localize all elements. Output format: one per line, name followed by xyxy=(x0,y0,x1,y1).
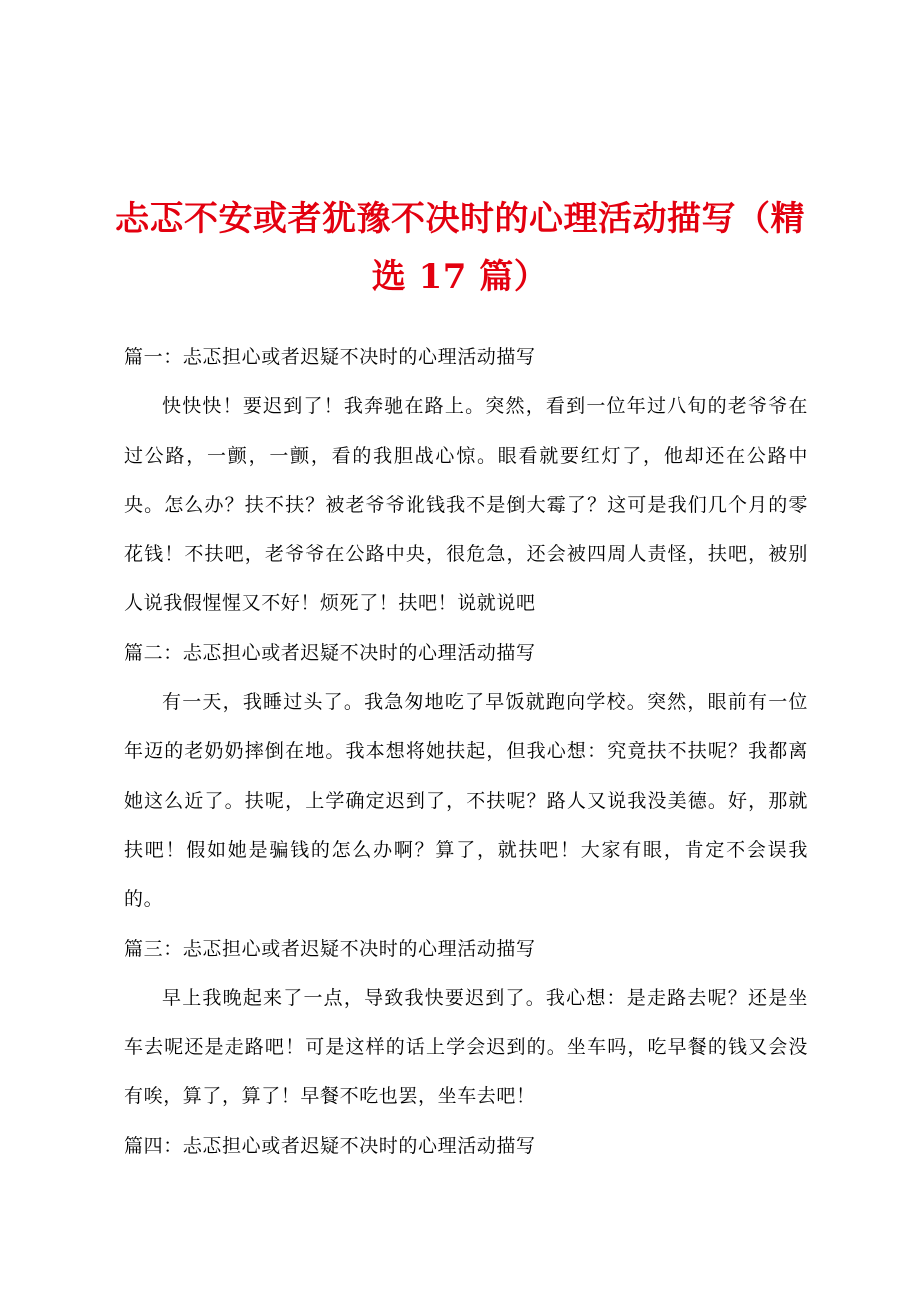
section-paragraph-1: 快快快！要迟到了！我奔驰在路上。突然，看到一位年过八旬的老爷爷在过公路，一颤，一颤，看的我胆战心惊。眼看就要红灯了，他却还在公路中央。怎么办？扶不扶？被老爷爷讹钱我不是倒大霉了？这可是我们几个月的零花钱！不扶吧，老爷爷在公路中央，很危急，还会被四周人责怪，扶吧，被别人说我假惺惺又不好！烦死了！扶吧！说就说吧 xyxy=(124,395,808,615)
document-title: 忐忑不安或者犹豫不决时的心理活动描写（精选 17 篇） xyxy=(115,199,805,297)
section-heading-3: 篇三：忐忑担心或者迟疑不决时的心理活动描写 xyxy=(124,937,536,960)
section-paragraph-3: 早上我晚起来了一点，导致我快要迟到了。我心想：是走路去呢？还是坐车去呢还是走路吧！可是这样的话上学会迟到的。坐车吗，吃早餐的钱又会没有唉，算了，算了！早餐不吃也罢，坐车去吧！ xyxy=(124,986,808,1108)
section-heading-4: 篇四：忐忑担心或者迟疑不决时的心理活动描写 xyxy=(124,1134,536,1157)
document-body xyxy=(124,333,808,1171)
section-paragraph-2: 有一天，我睡过头了。我急匆地吃了早饭就跑向学校。突然，眼前有一位年迈的老奶奶摔倒在地。我本想将她扶起，但我心想：究竟扶不扶呢？我都离她这么近了。扶呢，上学确定迟到了，不扶呢？路人又说我没美德。好，那就扶吧！假如她是骗钱的怎么办啊？算了，就扶吧！大家有眼，肯定不会误我的。 xyxy=(124,691,808,911)
section-heading-1: 篇一：忐忑担心或者迟疑不决时的心理活动描写 xyxy=(124,346,536,368)
section-heading-2: 篇二：忐忑担心或者迟疑不决时的心理活动描写 xyxy=(124,641,536,664)
